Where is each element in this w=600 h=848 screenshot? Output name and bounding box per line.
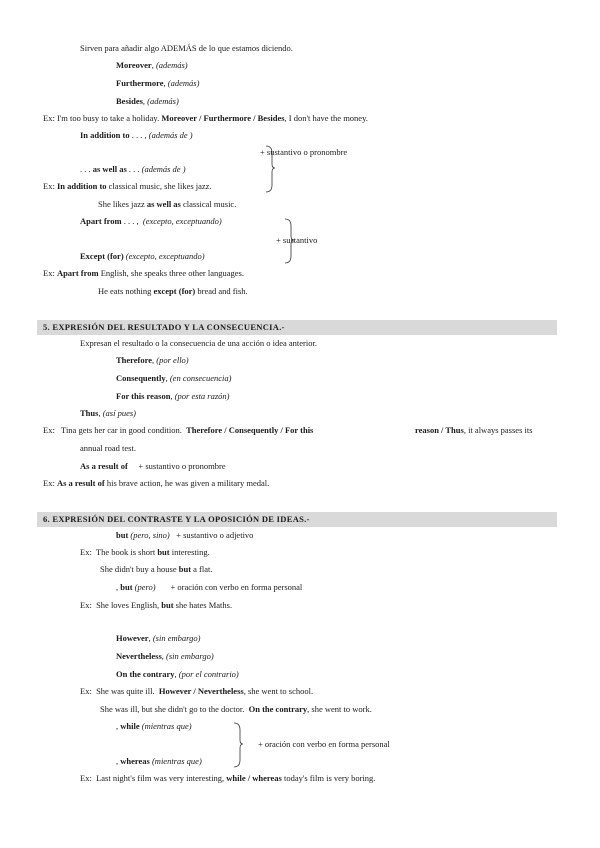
translation: (por esta razón) [174, 391, 230, 401]
ellipsis: . . . [80, 164, 91, 174]
example-1 [43, 113, 368, 124]
translation: (mientras que) [141, 721, 192, 731]
section-6-header [37, 512, 557, 527]
example-apart-2 [98, 286, 248, 297]
ex-text: She likes jazz [98, 199, 145, 209]
term-therefore: Therefore [116, 355, 153, 365]
term-nevertheless: Nevertheless [116, 651, 162, 661]
rule: + sustantivo o adjetivo [176, 530, 254, 540]
translation: (por ello) [156, 355, 189, 365]
term-except-for: Except (for) [80, 251, 124, 261]
brace-right [283, 218, 295, 264]
term-in-addition-to: In addition to [80, 130, 130, 140]
ex-label: Ex: [43, 113, 55, 123]
apart-from-line: Apart from . . . , (excepto, exceptuando) [80, 216, 222, 226]
while-line [116, 721, 192, 732]
translation: (además) [147, 96, 179, 106]
ex-text: she hates Maths. [175, 600, 233, 610]
example-6-1 [80, 547, 210, 558]
ex-bold: Moreover / Furthermore / Besides [161, 113, 285, 123]
translation: (por el contrario) [178, 669, 239, 679]
thus-line: Thus, (así pues) [80, 408, 136, 418]
section-5-intro: Expresan el resultado o la consecuencia de una acción o idea anterior. [80, 338, 317, 348]
term-as-a-result-of: As a result of [80, 461, 128, 471]
term-but: but [120, 582, 133, 592]
translation: (además) [155, 60, 188, 70]
furthermore-line: Furthermore, (además) [116, 78, 200, 88]
ex-text: classical music, she likes jazz. [108, 181, 212, 191]
translation: (sin embargo) [166, 651, 214, 661]
ex-text: , it always passes its [463, 425, 533, 435]
ex-label: Ex: [80, 600, 92, 610]
ex-bold: reason / Thus [415, 425, 464, 435]
term-besides: Besides [116, 96, 143, 106]
term-furthermore: Furthermore [116, 78, 164, 88]
therefore-line: Therefore, (por ello) [116, 355, 189, 365]
ex-text: She was ill, but she didn't go to the doctor. [100, 704, 245, 714]
ex-bold: but [161, 600, 174, 610]
ex-label: Ex: [80, 547, 92, 557]
term-for-this-reason: For this reason [116, 391, 171, 401]
example-apart [43, 268, 244, 279]
term-moreover: Moreover [116, 60, 152, 70]
brace-label-while: + oración con verbo en forma personal [258, 739, 390, 749]
section-6-title: 6. EXPRESIÓN DEL CONTRASTE Y LA OPOSICIÓN DE IDEAS.- [43, 514, 310, 524]
rule: + sustantivo o pronombre [138, 461, 226, 471]
brace-right [232, 722, 244, 768]
example-addition-2 [98, 199, 236, 210]
comma: , [116, 721, 119, 731]
moreover-line: Moreover, (además) [116, 60, 188, 70]
as-a-result-line [80, 461, 226, 472]
ex-text: Tina gets her car in good condition. [61, 425, 182, 435]
example-5-2 [43, 478, 269, 489]
translation: (mientras que) [151, 756, 202, 766]
example-6-4 [80, 686, 313, 697]
example-5-1-cont: annual road test. [80, 443, 136, 453]
comma: , [116, 756, 119, 766]
term-however: However [116, 633, 149, 643]
ex-bold: except (for) [153, 286, 196, 296]
ex-text: a flat. [193, 564, 213, 574]
ex-label: Ex: [43, 478, 55, 488]
term-whereas: whereas [120, 756, 150, 766]
on-the-contrary-line: On the contrary, (por el contrario) [116, 669, 239, 679]
ex-label: Ex: [80, 773, 92, 783]
intro-text: Sirven para añadir algo ADEMÁS de lo que estamos diciendo. [80, 43, 293, 53]
however-line: However, (sin embargo) [116, 633, 201, 643]
translation: (además de ) [141, 164, 186, 174]
ex-label: Ex: [43, 425, 55, 435]
ex-text: classical music. [182, 199, 237, 209]
section-5-title: 5. EXPRESIÓN DEL RESULTADO Y LA CONSECUENCIA.- [43, 322, 285, 332]
but-line [116, 530, 253, 541]
brace-label-addition: + sustantivo o pronombre [260, 147, 348, 157]
in-addition-line: In addition to . . . , (además de ) [80, 130, 193, 140]
ex-bold: while / whereas [226, 773, 282, 783]
example-5-1 [43, 425, 313, 436]
ex-bold: As a result of [56, 478, 105, 488]
ex-label: Ex: [80, 686, 92, 696]
brace-right [264, 145, 276, 193]
term-while: while [120, 721, 140, 731]
for-this-reason-line: For this reason, (por esta razón) [116, 391, 230, 401]
ex-text: interesting. [171, 547, 210, 557]
ex-text: He eats nothing [98, 286, 152, 296]
example-6-3 [80, 600, 232, 611]
ex-text: , she went to work. [307, 704, 372, 714]
ex-text: She was quite ill. [96, 686, 155, 696]
ex-bold: but [178, 564, 192, 574]
as-well-as-line: . . . as well as . . . (además de ) [80, 164, 186, 174]
example-6-6 [80, 773, 375, 784]
ex-text: English, she speaks three other languages. [100, 268, 244, 278]
ex-label: Ex: [43, 268, 55, 278]
except-for-line [80, 251, 205, 262]
section-5-header [37, 320, 557, 335]
ex-bold: In addition to [56, 181, 107, 191]
term-but: but [116, 530, 129, 540]
ex-bold: Therefore / Consequently / For this [186, 425, 314, 435]
ex-text: I'm too busy to take a holiday. [56, 113, 160, 123]
ex-text: The book is short [95, 547, 156, 557]
ex-label: Ex: [43, 181, 55, 191]
translation: (además de ) [148, 130, 193, 140]
ex-text: his brave action, he was given a military medal. [106, 478, 270, 488]
ex-text: She loves English, [96, 600, 160, 610]
translation: (pero) [134, 582, 156, 592]
translation: (sin embargo) [152, 633, 201, 643]
ex-text: today's film is very boring. [283, 773, 376, 783]
but2-line [116, 582, 302, 593]
ex-text: , I don't have the money. [284, 113, 368, 123]
brace-label-apart: + sustantivo [276, 235, 318, 245]
translation: (además) [167, 78, 200, 88]
ex-text: , she went to school. [243, 686, 314, 696]
example-addition [43, 181, 212, 192]
translation: (excepto, exceptuando) [125, 251, 205, 261]
term-on-the-contrary: On the contrary [116, 669, 175, 679]
ex-bold: but [157, 547, 170, 557]
term-as-well-as: as well as [92, 164, 127, 174]
translation: (así pues) [102, 408, 136, 418]
example-6-2 [100, 564, 213, 575]
ex-text: She didn't buy a house [100, 564, 177, 574]
ex-text: bread and fish. [197, 286, 248, 296]
example-5-1-tail [415, 425, 533, 436]
translation: (pero, sino) [130, 530, 170, 540]
whereas-line [116, 756, 202, 767]
translation: (en consecuencia) [169, 373, 232, 383]
translation: (excepto, exceptuando) [142, 216, 222, 226]
nevertheless-line: Nevertheless, (sin embargo) [116, 651, 214, 661]
ex-bold: However / Nevertheless [158, 686, 244, 696]
term-consequently: Consequently [116, 373, 166, 383]
ex-bold: Apart from [56, 268, 99, 278]
comma: , [116, 582, 119, 592]
ex-text: Last night's film was very interesting, [96, 773, 225, 783]
consequently-line: Consequently, (en consecuencia) [116, 373, 232, 383]
example-6-5 [100, 704, 372, 715]
term-apart-from: Apart from [80, 216, 122, 226]
term-thus: Thus [80, 408, 99, 418]
ex-bold: On the contrary [248, 704, 308, 714]
besides-line: Besides, (además) [116, 96, 179, 106]
ex-bold: as well as [146, 199, 181, 209]
rule: + oración con verbo en forma personal [170, 582, 303, 592]
